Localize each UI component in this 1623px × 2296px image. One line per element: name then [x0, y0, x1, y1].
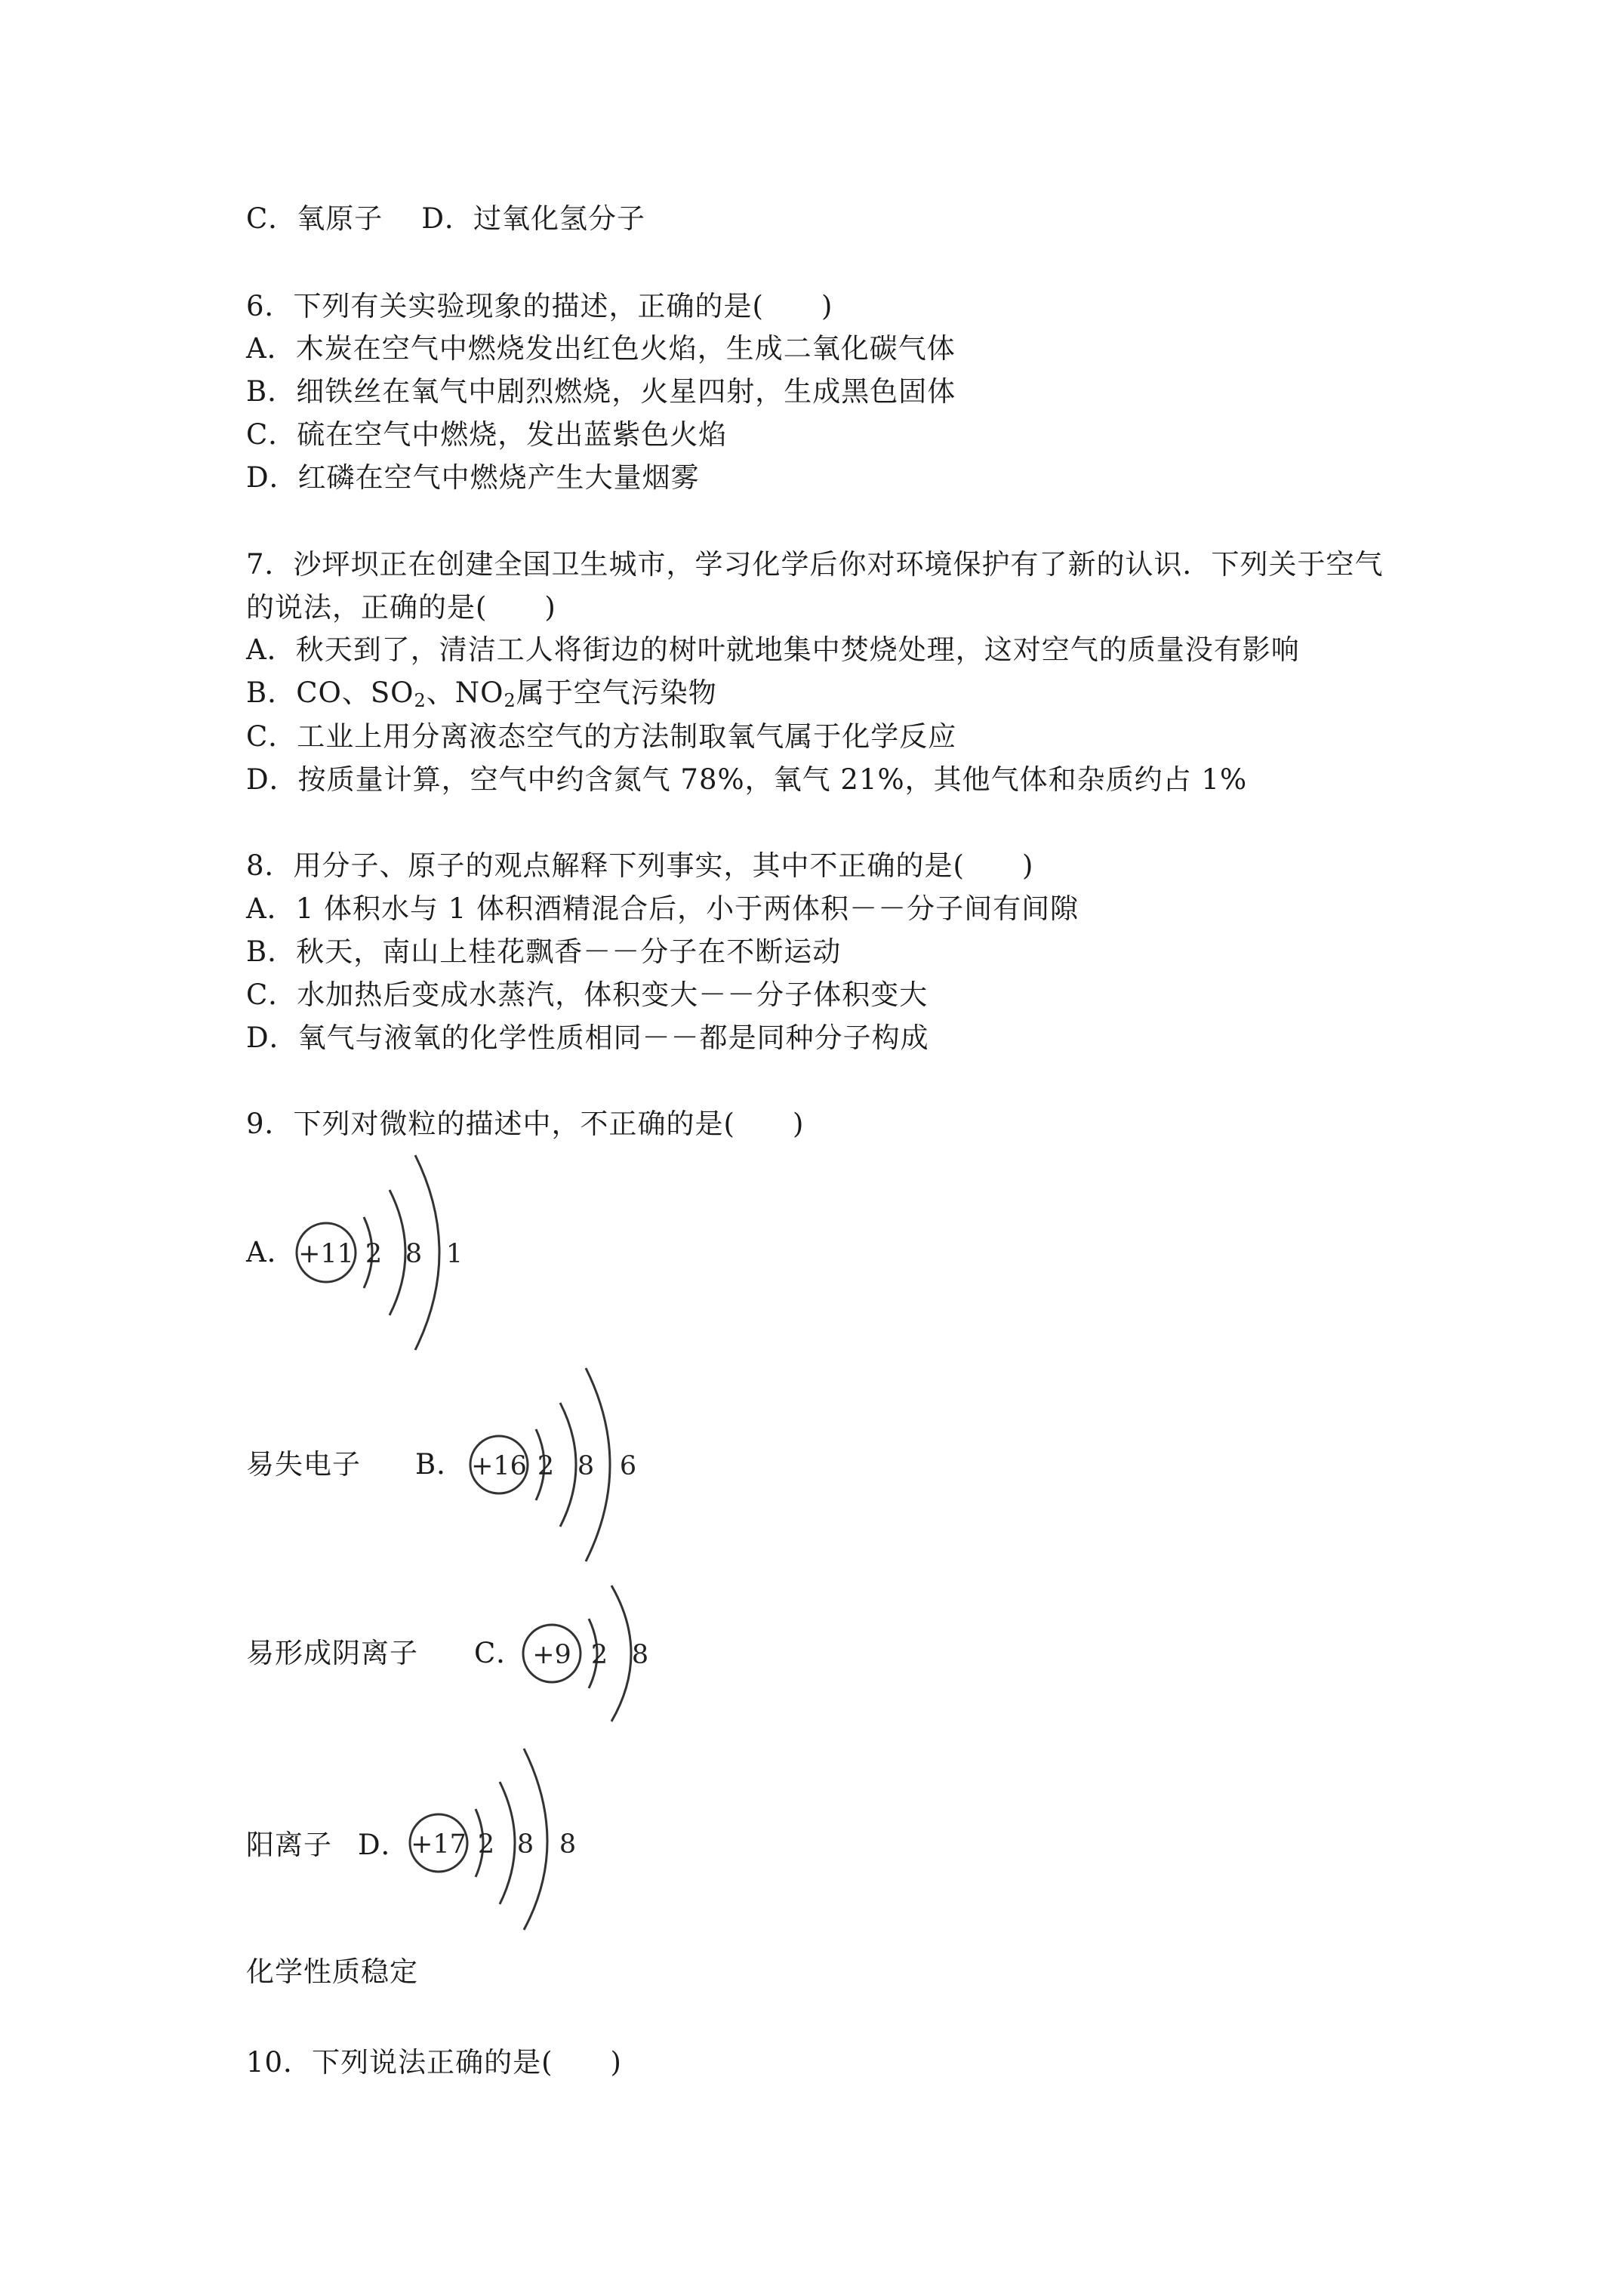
atom-diagram-b [460, 1359, 664, 1566]
q8-option-a: A．1 体积水与 1 体积酒精混合后，小于两体积－－分子间有间隙 [246, 892, 1079, 925]
q8-option-b: B．秋天，南山上桂花飘香－－分子在不断运动 [246, 935, 842, 968]
q9-option-c-desc: 阳离子 [246, 1829, 332, 1861]
atom-d-shell-3-electrons: 8 [559, 1829, 577, 1860]
atom-d-shell-2-arc [500, 1782, 515, 1904]
q7-option-b [246, 676, 717, 717]
atom-diagram-d [405, 1743, 586, 1934]
atom-c-shell-2-electrons: 8 [631, 1640, 649, 1670]
q9-option-d-label: D． [358, 1829, 410, 1861]
atom-b-shell-2-arc [560, 1403, 576, 1527]
q9-option-a-desc: 易失电子 [246, 1448, 361, 1481]
q7-option-d: D．按质量计算，空气中约含氮气 78%，氧气 21%，其他气体和杂质约占 1% [246, 763, 1248, 796]
q7-option-c: C．工业上用分离液态空气的方法制取氧气属于化学反应 [246, 720, 957, 753]
atom-c-shell-1-electrons: 2 [590, 1640, 608, 1670]
q8-option-c: C．水加热后变成水蒸汽，体积变大－－分子体积变大 [246, 978, 929, 1011]
q7-option-b-sub1: 2 [414, 690, 427, 711]
atom-c-nucleus-charge: +9 [532, 1640, 571, 1670]
atom-a-shell-2-arc [390, 1190, 405, 1315]
q6-option-a: A．木炭在空气中燃烧发出红色火焰，生成二氧化碳气体 [246, 332, 956, 365]
q7-stem-line1: 7．沙坪坝正在创建全国卫生城市，学习化学后你对环境保护有了新的认识．下列关于空气 [246, 548, 1384, 581]
q9-stem: 9．下列对微粒的描述中，不正确的是( ) [246, 1108, 805, 1140]
q6-option-c: C．硫在空气中燃烧，发出蓝紫色火焰 [246, 418, 728, 451]
atom-a-shell-3-electrons: 1 [445, 1239, 463, 1269]
q9-option-b-desc: 易形成阴离子 [246, 1637, 418, 1669]
q7-option-b-mid: 、NO [426, 676, 504, 709]
atom-a-nucleus-charge: +11 [298, 1239, 354, 1269]
atom-b-shell-1-electrons: 2 [537, 1451, 555, 1481]
q7-option-b-sub2: 2 [504, 690, 516, 711]
atom-a-shell-2-electrons: 8 [405, 1239, 423, 1269]
q6-option-d: D．红磷在空气中燃烧产生大量烟雾 [246, 461, 700, 494]
atom-b-shell-3-electrons: 6 [619, 1451, 637, 1481]
atom-diagram-c [518, 1579, 661, 1734]
atom-d-shell-2-electrons: 8 [516, 1829, 534, 1860]
q9-option-a-label: A． [246, 1236, 296, 1268]
q7-option-b-prefix: B．CO、SO [246, 676, 414, 709]
atom-b-nucleus-charge: +16 [471, 1451, 527, 1481]
q6-option-b: B．细铁丝在氧气中剧烈燃烧，火星四射，生成黑色固体 [246, 375, 956, 408]
atom-d-nucleus-charge: +17 [411, 1829, 467, 1860]
q8-option-d: D．氧气与液氧的化学性质相同－－都是同种分子构成 [246, 1022, 929, 1054]
atom-diagram-a [287, 1148, 498, 1354]
q7-option-b-suffix: 属于空气污染物 [516, 676, 717, 709]
q6-stem: 6．下列有关实验现象的描述，正确的是( ) [246, 290, 833, 322]
q7-stem-line2: 的说法，正确的是( ) [246, 591, 556, 624]
atom-d-shell-1-electrons: 2 [477, 1829, 495, 1860]
q7-option-a: A．秋天到了，清洁工人将街边的树叶就地集中焚烧处理，这对空气的质量没有影响 [246, 633, 1300, 666]
atom-c-shell-2-arc [611, 1586, 631, 1721]
q9-option-c-label: C． [474, 1637, 525, 1669]
atom-c-svg [518, 1579, 661, 1730]
q9-option-d-desc: 化学性质稳定 [246, 1955, 418, 1988]
q5-options-cd: C．氧原子 D．过氧化氢分子 [246, 202, 646, 235]
atom-a-shell-1-electrons: 2 [365, 1239, 383, 1269]
atom-a-svg [287, 1148, 498, 1351]
atom-b-shell-2-electrons: 8 [577, 1451, 595, 1481]
q10-stem: 10．下列说法正确的是( ) [246, 2046, 622, 2079]
atom-d-svg [405, 1743, 586, 1931]
atom-b-svg [460, 1359, 664, 1563]
q8-stem: 8．用分子、原子的观点解释下列事实，其中不正确的是( ) [246, 849, 1034, 882]
q9-option-b-label: B． [415, 1448, 466, 1481]
